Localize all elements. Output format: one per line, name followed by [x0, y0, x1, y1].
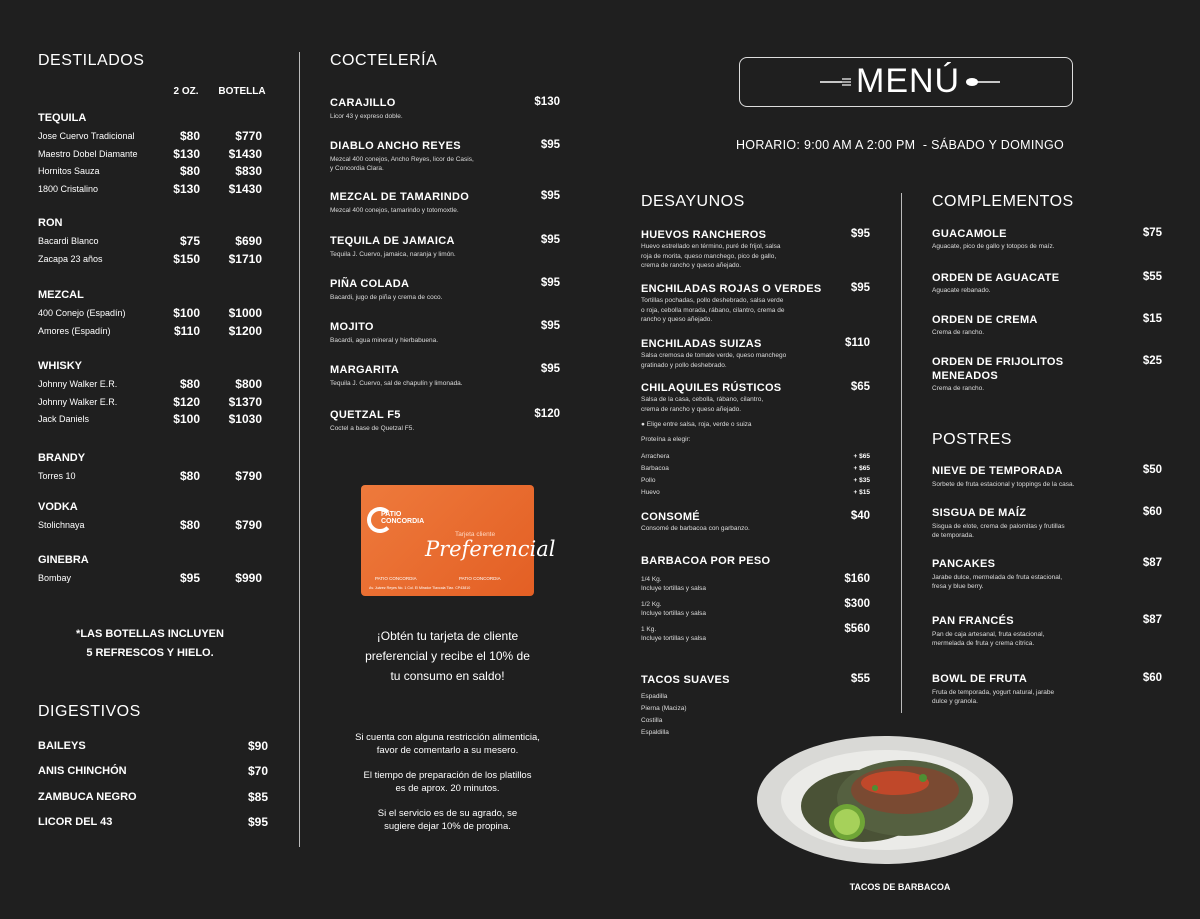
spirit-name: 400 Conejo (Espadín) — [38, 308, 126, 318]
protein-title: Proteína a elegir: — [641, 436, 691, 443]
side-desc: Crema de rancho. — [932, 385, 985, 392]
spirit-price-oz: $80 — [179, 518, 200, 532]
promo-text — [330, 626, 565, 686]
side-name: ORDEN DE AGUACATE — [932, 272, 1060, 284]
spirit-price-bottle: $790 — [235, 469, 262, 483]
breakfast-desc: Huevo estrellado en término, puré de frijol, salsa — [641, 243, 781, 250]
category-title: BRANDY — [38, 452, 86, 464]
lime-flesh — [834, 809, 860, 835]
breakfast-name: ENCHILADAS ROJAS O VERDES — [641, 283, 822, 295]
spirit-price-oz: $120 — [173, 394, 200, 409]
side-name-line2: MENEADOS — [932, 370, 998, 382]
protein-name: Barbacoa — [641, 465, 669, 472]
barbacoa-price: $160 — [844, 573, 870, 585]
breakfast-desc: gratinado y pollo deshebrado. — [641, 361, 727, 369]
breakfast-name: HUEVOS RANCHEROS — [641, 229, 767, 241]
spirit-name: 1800 Cristalino — [38, 184, 99, 195]
spirit-name: Stolichnaya — [38, 520, 85, 530]
cocktail-price: $130 — [534, 96, 560, 108]
spirit-price-bottle: $770 — [235, 129, 262, 143]
breakfast-desc: Tortillas pochadas, pollo deshebrado, salsa verde — [641, 297, 784, 304]
side-price: $55 — [1142, 271, 1162, 283]
cocktail-price: $95 — [540, 234, 560, 246]
side-price: $25 — [1142, 355, 1162, 367]
card-footer-left: PATIO CONCORDIA — [375, 576, 417, 581]
divider-2 — [901, 193, 902, 713]
note-tip-line1: Si el servicio es de su agrado, se — [377, 808, 518, 819]
dessert-name: PAN FRANCÉS — [932, 615, 1014, 627]
cocktail-name: MARGARITA — [330, 364, 400, 376]
card-brand-top: PATIO — [381, 511, 402, 518]
spirit-name: Johnny Walker E.R. — [38, 396, 118, 407]
consome-name: CONSOMÉ — [641, 511, 700, 523]
breakfast-desc: crema de rancho y queso añejado. — [641, 405, 742, 413]
salsa — [861, 771, 929, 795]
note-restriction-line1: Si cuenta con alguna restricción alimenticia, — [355, 732, 540, 743]
spoon-icon — [966, 75, 1000, 89]
breakfast-name: CHILAQUILES RÚSTICOS — [641, 382, 782, 394]
dessert-desc: de temporada. — [932, 532, 974, 539]
cilantro-1 — [919, 774, 927, 782]
breakfast-price: $95 — [850, 228, 870, 240]
card-script: Preferencial — [425, 537, 556, 561]
side-name: ORDEN DE FRIJOLITOS — [932, 356, 1064, 368]
side-price: $15 — [1142, 313, 1162, 325]
dessert-desc: Pan de caja artesanal, fruta estacional, — [932, 631, 1045, 638]
spirit-price-oz: $80 — [179, 377, 200, 391]
dessert-desc: dulce y granola. — [932, 698, 978, 705]
hours: HORARIO: 9:00 AM A 2:00 PM - SÁBADO Y DOMINGO — [735, 138, 1065, 152]
spirit-price-oz: $110 — [173, 323, 200, 338]
cocktail-name: MOJITO — [330, 321, 374, 333]
spirit-price-oz: $95 — [179, 571, 200, 585]
barbacoa-price: $300 — [844, 598, 870, 610]
breakfast-desc: roja de morita, queso manchego, pico de gallo, — [641, 252, 777, 260]
spirit-price-bottle: $1200 — [228, 323, 262, 338]
cocktail-name: MEZCAL DE TAMARINDO — [330, 191, 470, 203]
consome-desc: Consomé de barbacoa con garbanzo. — [641, 525, 750, 532]
dessert-name: NIEVE DE TEMPORADA — [932, 465, 1063, 477]
spirit-name: Jose Cuervo Tradicional — [38, 131, 135, 141]
spirit-price-bottle: $800 — [235, 377, 262, 391]
tacos-name: TACOS SUAVES — [641, 674, 730, 686]
spirit-price-oz: $80 — [179, 469, 200, 483]
dessert-desc: Jarabe dulce, mermelada de fruta estacional, — [932, 574, 1063, 581]
dessert-desc: fresa y blue berry. — [932, 583, 984, 590]
breakfast-desc: o roja, cebolla morada, rábano, cilantro, crema de — [641, 306, 785, 314]
protein-price: + $65 — [853, 453, 870, 460]
postres-title: POSTRES — [932, 431, 1012, 448]
spirit-name: Hornitos Sauza — [38, 166, 100, 177]
menu-title: MENÚ — [856, 62, 961, 100]
taco-option: Espadilla — [641, 693, 668, 700]
digestivo-name: ZAMBUCA NEGRO — [38, 790, 137, 803]
card-brand — [381, 511, 424, 525]
cocktail-desc: Bacardi, jugo de piña y crema de coco. — [330, 294, 443, 301]
spirit-price-bottle: $1370 — [228, 394, 262, 409]
barbacoa-qty: 1 Kg. — [641, 626, 657, 633]
spirit-name: Bombay — [38, 573, 72, 583]
note-restriction-line2: favor de comentarlo a su mesero. — [376, 745, 519, 756]
dessert-price: $87 — [1142, 614, 1162, 626]
taco-option: Costilla — [641, 717, 663, 724]
cocktail-price: $95 — [540, 190, 560, 202]
dessert-desc: mermelada de fruta y crema cítrica. — [932, 640, 1035, 647]
spirit-name: Jack Daniels — [38, 414, 90, 425]
chilaquiles-note: ● Elige entre salsa, roja, verde o suiza — [641, 421, 752, 428]
side-price: $75 — [1142, 227, 1162, 239]
cocktail-price: $95 — [540, 277, 560, 289]
spirit-price-oz: $130 — [173, 146, 200, 161]
dessert-price: $60 — [1142, 506, 1162, 518]
card-footer-right: PATIO CONCORDIA — [459, 576, 501, 581]
col-oz-header: 2 OZ. — [173, 86, 199, 97]
spirit-price-bottle: $1000 — [228, 306, 262, 320]
barbacoa-qty: 1/4 Kg. — [641, 576, 662, 583]
spirit-price-oz: $75 — [179, 234, 200, 248]
cocktail-desc: Bacardi, agua mineral y hierbabuena. — [330, 337, 439, 344]
notes — [330, 731, 565, 833]
category-title: MEZCAL — [38, 289, 84, 301]
cocktail-price: $95 — [540, 139, 560, 151]
digestivo-price: $85 — [247, 789, 268, 804]
spirit-price-bottle: $990 — [235, 571, 262, 585]
category-title: VODKA — [38, 501, 78, 513]
breakfast-price: $65 — [850, 381, 870, 393]
spirit-price-oz: $100 — [173, 306, 200, 320]
note-tip-line2: sugiere dejar 10% de propina. — [384, 821, 511, 832]
destilados-title: DESTILADOS — [38, 52, 145, 69]
breakfast-desc: Salsa cremosa de tomate verde, queso manchego — [641, 352, 787, 359]
spirit-price-oz: $150 — [173, 251, 200, 266]
spirit-name: Zacapa 23 años — [38, 253, 103, 264]
spirit-price-bottle: $1030 — [228, 412, 262, 427]
dessert-desc: Fruta de temporada, yogurt natural, jarabe — [932, 689, 1055, 696]
spirit-name: Bacardi Blanco — [38, 236, 99, 246]
complementos-title: COMPLEMENTOS — [932, 193, 1074, 210]
col-bottle-header: BOTELLA — [218, 86, 266, 97]
card-address: Av. Juárez Reyes No. 1 Col. El Mirador Tlaxcala Tlax. CP43810 — [369, 586, 471, 590]
bottle-note — [40, 625, 260, 663]
spirit-price-bottle: $1710 — [228, 251, 262, 266]
protein-price: + $15 — [853, 489, 870, 496]
cocktail-price: $120 — [534, 408, 560, 420]
loyalty-card — [361, 485, 556, 596]
spirit-price-bottle: $830 — [235, 164, 262, 179]
spirit-name: Johnny Walker E.R. — [38, 379, 118, 389]
spirit-name: Amores (Espadín) — [38, 325, 111, 336]
breakfast-price: $110 — [845, 337, 870, 349]
spirit-price-bottle: $1430 — [228, 182, 262, 197]
category-title: GINEBRA — [38, 554, 89, 566]
breakfast-desc: rancho y queso añejado. — [641, 316, 713, 323]
protein-name: Huevo — [641, 489, 660, 496]
cocktail-price: $95 — [540, 320, 560, 332]
digestivo-name: BAILEYS — [38, 740, 86, 752]
cocktail-name: CARAJILLO — [330, 97, 396, 109]
barbacoa-qty: 1/2 Kg. — [641, 601, 662, 608]
digestivo-price: $90 — [247, 739, 268, 753]
cocktail-name: TEQUILA DE JAMAICA — [330, 235, 455, 247]
cocktail-name: QUETZAL F5 — [330, 409, 401, 421]
note-restriction — [330, 731, 565, 757]
bottle-note-line1: *LAS BOTELLAS INCLUYEN — [76, 628, 224, 640]
barbacoa-price: $560 — [844, 623, 870, 635]
card-label: Tarjeta cliente — [455, 531, 496, 538]
cocktail-desc: Mezcal 400 conejos, tamarindo y totomoxtle. — [330, 207, 459, 214]
digestivo-name: ANIS CHINCHÓN — [38, 765, 127, 778]
side-name: ORDEN DE CREMA — [932, 314, 1038, 326]
consome-price: $40 — [850, 510, 870, 522]
spirit-price-oz: $80 — [179, 129, 200, 143]
note-prep-time — [330, 769, 565, 795]
taco-option: Espaldilla — [641, 729, 669, 736]
cocktail-desc: Licor 43 y expreso doble. — [330, 113, 403, 120]
spirit-price-oz: $130 — [173, 182, 200, 197]
tacos-photo — [755, 728, 1015, 868]
digestivo-price: $70 — [247, 764, 268, 779]
card-brand-bottom: CONCORDIA — [381, 518, 425, 525]
spirit-price-oz: $100 — [173, 412, 200, 427]
category-title: TEQUILA — [38, 112, 87, 124]
protein-price: + $65 — [853, 465, 870, 472]
cocktail-desc: Tequila J. Cuervo, jamaica, naranja y limón. — [330, 251, 456, 258]
taco-option: Pierna (Maciza) — [641, 705, 687, 712]
digestivos-title: DIGESTIVOS — [38, 703, 141, 720]
tacos-price: $55 — [850, 673, 870, 685]
promo-line-1: ¡Obtén tu tarjeta de cliente — [376, 629, 519, 643]
protein-name: Arrachera — [641, 453, 670, 460]
cocktail-desc: Mezcal 400 conejos, Ancho Reyes, licor de Casis, — [330, 156, 474, 163]
spirit-price-oz: $80 — [179, 164, 200, 179]
digestivo-name: LICOR DEL 43 — [38, 815, 113, 828]
photo-caption: TACOS DE BARBACOA — [849, 882, 951, 892]
cocktail-name: PIÑA COLADA — [330, 278, 410, 290]
category-title: RON — [38, 217, 63, 229]
barbacoa-desc: Incluye tortillas y salsa — [641, 610, 707, 617]
dessert-name: BOWL DE FRUTA — [932, 673, 1028, 685]
category-title: WHISKY — [38, 360, 82, 372]
digestivo-price: $95 — [247, 814, 268, 829]
spirit-price-bottle: $790 — [235, 518, 262, 532]
promo-line-2: preferencial y recibe el 10% de — [365, 649, 530, 663]
barbacoa-desc: Incluye tortillas y salsa — [641, 635, 707, 642]
note-prep-line2: es de aprox. 20 minutos. — [395, 783, 500, 794]
side-desc: Aguacate, pico de gallo y totopos de maíz. — [932, 243, 1055, 250]
protein-price: + $35 — [853, 477, 870, 484]
side-desc: Crema de rancho. — [932, 329, 985, 336]
spirit-price-bottle: $690 — [235, 234, 262, 248]
dessert-desc: Sisgua de elote, crema de palomitas y frutillas — [932, 523, 1065, 530]
dessert-price: $50 — [1142, 464, 1162, 476]
breakfast-desc: crema de rancho y queso añejado. — [641, 262, 742, 269]
spirit-name: Maestro Dobel Diamante — [38, 148, 138, 159]
cocktail-desc: y Concordia Clara. — [330, 165, 384, 172]
menu-header-box — [739, 57, 1073, 107]
breakfast-price: $95 — [850, 282, 870, 294]
dessert-price: $87 — [1142, 557, 1162, 569]
divider-1 — [299, 52, 300, 847]
barbacoa-desc: Incluye tortillas y salsa — [641, 585, 707, 592]
spirit-price-bottle: $1430 — [228, 146, 262, 161]
cocktail-desc: Coctel a base de Quetzal F5. — [330, 425, 415, 432]
bottle-note-line2: 5 REFRESCOS Y HIELO. — [86, 647, 214, 659]
dessert-name: SISGUA DE MAÍZ — [932, 507, 1027, 519]
spirit-name: Torres 10 — [38, 471, 76, 481]
side-desc: Aguacate rebanado. — [932, 287, 991, 294]
breakfast-name: ENCHILADAS SUIZAS — [641, 338, 762, 350]
dessert-price: $60 — [1142, 672, 1162, 684]
side-name: GUACAMOLE — [932, 228, 1007, 240]
note-prep-line1: El tiempo de preparación de los platillos — [363, 770, 532, 781]
cocktail-name: DIABLO ANCHO REYES — [330, 140, 461, 152]
fork-icon — [820, 75, 852, 89]
cilantro-2 — [872, 785, 878, 791]
note-tip — [330, 807, 565, 833]
dessert-desc: Sorbete de fruta estacional y toppings de la casa. — [932, 481, 1075, 488]
breakfast-desc: Salsa de la casa, cebolla, rábano, cilantro, — [641, 396, 764, 403]
cocktail-desc: Tequila J. Cuervo, sal de chapulín y limonada. — [330, 380, 463, 387]
desayunos-title: DESAYUNOS — [641, 193, 745, 210]
dessert-name: PANCAKES — [932, 558, 996, 570]
promo-line-3: tu consumo en saldo! — [390, 669, 505, 683]
cocteleria-title: COCTELERÍA — [330, 52, 438, 69]
cocktail-price: $95 — [540, 363, 560, 375]
protein-name: Pollo — [641, 477, 656, 484]
barbacoa-name: BARBACOA POR PESO — [641, 555, 771, 567]
